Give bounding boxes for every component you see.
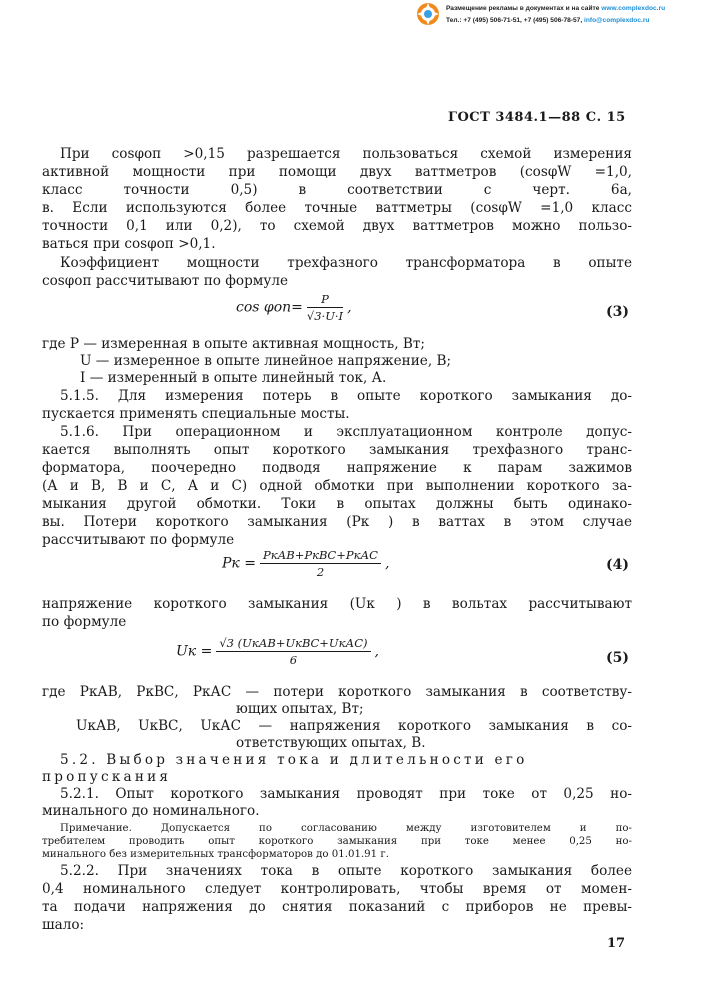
formula-5: Uк = $\frac{\text{√3 (UкАВ+UкВС+UкАС)}}{6}$ , [176, 636, 379, 667]
text-line: рассчитывают по формуле [42, 532, 235, 548]
text-line: ответствующих опытах, В. [236, 735, 426, 751]
text-line: шало: [42, 917, 85, 933]
text-line: Коэффициент мощности трехфазного трансформатора в опыте [60, 255, 632, 271]
text-line: форматора, поочередно подводя напряжение к парам зажимов [42, 460, 632, 476]
ad-banner [416, 2, 708, 28]
text-line: пускается применять специальные мосты. [42, 406, 350, 422]
text-line: минального до номинального. [42, 803, 260, 819]
section-heading: 5.2. Выбор значения тока и длительности его [60, 752, 528, 768]
banner-line-ads: Размещение рекламы в документах и на сайте www.complexdoc.ru [446, 5, 666, 12]
note-line: требителем проводить опыт короткого замыкания при токе менее 0,25 но- [42, 836, 632, 847]
complexdoc-logo-icon [416, 2, 440, 26]
text-line: активной мощности при помощи двух ваттметров (cosφW =1,0, [42, 164, 632, 180]
text-line: U — измеренное в опыте линейное напряжение, В; [80, 353, 452, 369]
text-line: 5.2.2. При значениях тока в опыте короткого замыкания более [60, 863, 632, 879]
note-line: минального без измерительных трансформаторов до 01.01.91 г. [42, 849, 389, 860]
text-line: напряжение короткого замыкания (Uк ) в вольтах рассчитывают [42, 596, 632, 612]
text-line: 5.1.6. При операционном и эксплуатационном контроле допус- [60, 424, 632, 440]
text-line: точности 0,1 или 0,2), то схемой двух ваттметров можно пользо- [42, 218, 632, 234]
text-line: cosφоп рассчитывают по формуле [42, 273, 289, 289]
text-line: вы. Потери короткого замыкания (Pк ) в ваттах в этом случае [42, 514, 632, 530]
text-line: I — измеренный в опыте линейный ток, А. [80, 370, 387, 386]
text-line: 5.1.5. Для измерения потерь в опыте короткого замыкания до- [60, 388, 632, 404]
text-line: по формуле [42, 614, 127, 630]
site-link[interactable]: www.complexdoc.ru [601, 5, 666, 12]
formula-3: cos φоп= $\frac{P}{√3\cdot U\cdot I}$ , [236, 292, 352, 323]
equation-number: (3) [606, 304, 629, 320]
equation-number: (5) [606, 650, 629, 666]
text-line: (А и В, В и С, А и С) одной обмотки при выполнении короткого за- [42, 478, 632, 494]
text-line: мыкания другой обмотки. Токи в опытах должны быть одинако- [42, 496, 632, 512]
text-line: класс точности 0,5) в соответствии с черт. 6а, [42, 182, 632, 198]
text-line: ваться при cosφоп >0,1. [42, 236, 216, 252]
page-number: 17 [607, 936, 626, 951]
text-line: в. Если используются более точные ваттметры (cosφW =1,0 класс [42, 200, 632, 216]
email-link[interactable]: info@complexdoc.ru [584, 17, 650, 24]
note-line: Примечание. Допускается по согласованию между изготовителем и по- [60, 823, 632, 834]
text-line: 5.2.1. Опыт короткого замыкания проводят при токе от 0,25 но- [60, 786, 632, 802]
page-header: ГОСТ 3484.1—88 С. 15 [448, 110, 626, 125]
section-heading: пропускания [42, 769, 172, 785]
formula-4: Pк = $\frac{\text{PкАВ+PкВС+PкАС}}{2}$ , [222, 548, 390, 579]
text-line: где P — измеренная в опыте активная мощность, Вт; [42, 336, 425, 352]
text-line: ющих опытах, Вт; [236, 701, 364, 717]
text-line: При cosφоп >0,15 разрешается пользоваться схемой измерения [60, 146, 632, 162]
equation-number: (4) [606, 557, 629, 573]
text-line: 0,4 номинального следует контролировать, чтобы время от момен- [42, 881, 632, 897]
text-line: где PкАВ, PкВС, PкАС — потери короткого замыкания в соответству- [42, 684, 632, 700]
text-line: та подачи напряжения до снятия показаний с приборов не превы- [42, 899, 632, 915]
text-line: кается выполнять опыт короткого замыкания трехфазного транс- [42, 442, 632, 458]
text-line: UкАВ, UкВС, UкАС — напряжения короткого замыкания в со- [76, 718, 632, 734]
banner-line-phone: Тел.: +7 (495) 506-71-51, +7 (495) 506-78-57, info@complexdoc.ru [446, 17, 650, 24]
